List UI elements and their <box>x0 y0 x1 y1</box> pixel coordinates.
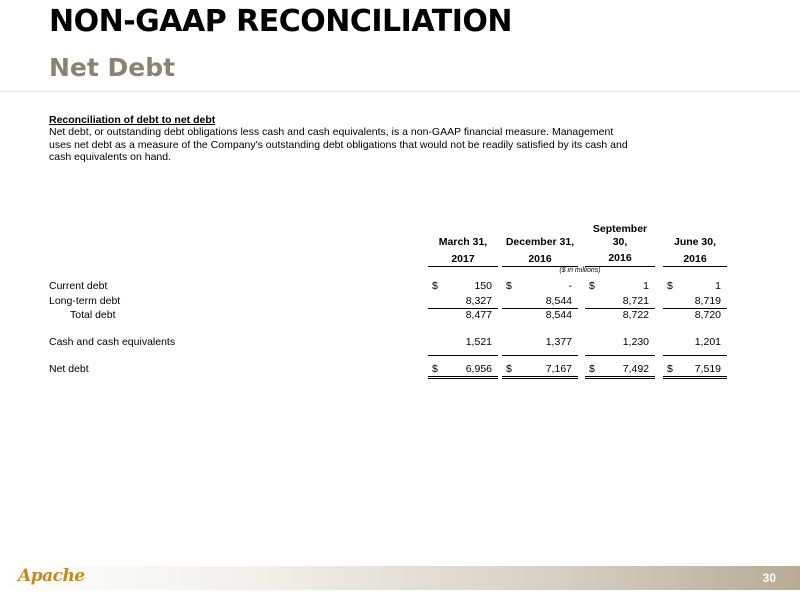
table-cell <box>502 363 578 379</box>
table-cell <box>585 295 655 309</box>
apache-logo: Apache <box>18 566 85 586</box>
table-cell <box>663 336 727 356</box>
table-cell <box>502 295 578 309</box>
column-header-december-2016 <box>502 236 578 267</box>
column-header-label: December 31, <box>505 236 575 248</box>
currency-symbol: $ <box>506 363 512 375</box>
cell-value: 8,722 <box>622 309 649 321</box>
column-header-year: 2016 <box>585 252 655 267</box>
cell-value: 6,956 <box>465 363 492 375</box>
column-header-label: June 30, <box>673 236 717 248</box>
cell-value: 1,521 <box>465 336 492 348</box>
cell-value: 1,201 <box>694 336 721 348</box>
currency-symbol: $ <box>432 280 438 292</box>
table-cell <box>502 280 578 293</box>
cell-value: 1,230 <box>622 336 649 348</box>
table-cell <box>502 309 578 322</box>
slide-subtitle: Net Debt <box>49 53 176 82</box>
table-cell <box>428 363 498 379</box>
table-cell <box>502 336 578 356</box>
column-header-year: 2016 <box>502 253 578 268</box>
title-divider <box>0 91 800 92</box>
table-cell <box>428 336 498 356</box>
table-cell <box>428 280 498 293</box>
table-cell <box>585 280 655 293</box>
cell-value: 7,519 <box>694 363 721 375</box>
cell-value: 8,719 <box>694 295 721 307</box>
page-number: 30 <box>762 571 776 585</box>
column-header-label: September 30, <box>592 223 648 248</box>
currency-symbol: $ <box>506 280 512 292</box>
column-header-year: 2016 <box>663 253 727 268</box>
column-header-year: 2017 <box>428 253 498 268</box>
row-label-cash-and-cash-equivalents: Cash and cash equivalents <box>49 336 176 348</box>
cell-value: 8,544 <box>545 309 572 321</box>
cell-value: 8,477 <box>465 309 492 321</box>
table-cell <box>585 336 655 356</box>
currency-symbol: $ <box>667 363 673 375</box>
cell-value: 8,327 <box>465 295 492 307</box>
row-label-net-debt: Net debt <box>49 363 89 375</box>
cell-value: 1,377 <box>545 336 572 348</box>
table-cell <box>428 309 498 322</box>
cell-value: 8,544 <box>545 295 572 307</box>
table-cell <box>663 295 727 309</box>
currency-symbol: $ <box>589 280 595 292</box>
cell-value: 7,492 <box>622 363 649 375</box>
currency-symbol: $ <box>432 363 438 375</box>
row-label-current-debt: Current debt <box>49 280 108 292</box>
currency-symbol: $ <box>589 363 595 375</box>
cell-value: - <box>568 280 572 292</box>
table-cell <box>585 363 655 379</box>
cell-value: 1 <box>715 280 721 292</box>
cell-value: 7,167 <box>545 363 572 375</box>
cell-value: 1 <box>643 280 649 292</box>
currency-symbol: $ <box>667 280 673 292</box>
section-description: Net debt, or outstanding debt obligations less cash and cash equivalents, is a non-GAAP financial measure. Management uses net debt as a measure of the Company's outstanding debt obligations that would not be readily satisfied by its cash and cash equivalents on hand. <box>49 126 628 163</box>
table-cell <box>663 280 727 293</box>
footer-bar <box>0 566 800 590</box>
cell-value: 150 <box>474 280 492 292</box>
table-cell <box>663 363 727 379</box>
units-note: ($ in millions) <box>559 267 601 274</box>
table-cell <box>428 295 498 309</box>
slide-title: NON-GAAP RECONCILIATION <box>49 4 512 39</box>
row-label-long-term-debt: Long-term debt <box>49 295 121 307</box>
column-header-march-2017 <box>428 236 498 267</box>
row-label-total-debt: Total debt <box>70 309 116 321</box>
table-cell <box>585 309 655 322</box>
column-header-september-2016 <box>585 223 655 267</box>
section-heading: Reconciliation of debt to net debt <box>49 114 216 126</box>
column-header-june-2016 <box>663 236 727 267</box>
cell-value: 8,721 <box>622 295 649 307</box>
column-header-label: March 31, <box>438 236 488 248</box>
cell-value: 8,720 <box>694 309 721 321</box>
table-cell <box>663 309 727 322</box>
